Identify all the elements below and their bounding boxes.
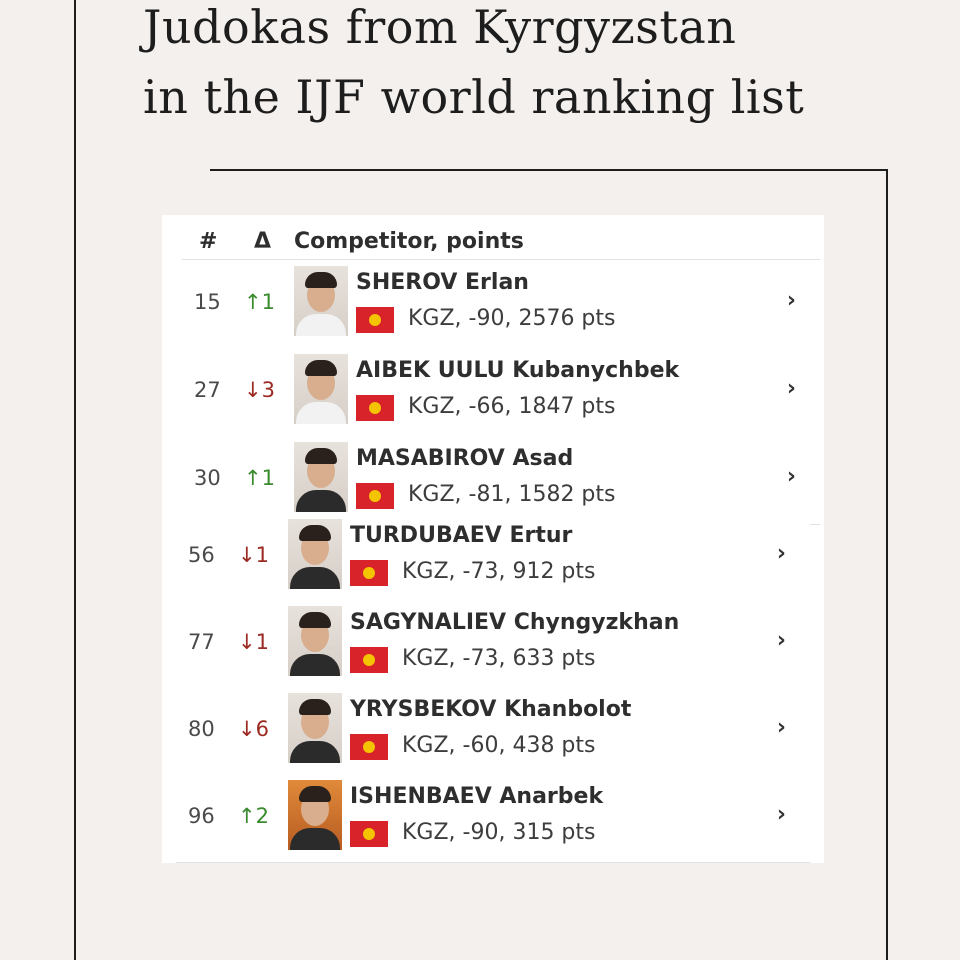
- table-row[interactable]: [182, 260, 820, 349]
- athlete-name[interactable]: MASABIROV Asad: [356, 446, 574, 471]
- table-row[interactable]: [176, 687, 810, 776]
- rank-value: 80: [188, 717, 215, 741]
- athlete-name[interactable]: AIBEK UULU Kubanychbek: [356, 358, 680, 383]
- athlete-info: KGZ, -73, 633 pts: [402, 646, 596, 671]
- rank-value: 77: [188, 630, 215, 654]
- frame-top-line: [210, 169, 888, 171]
- rank-change: ↓3: [244, 378, 275, 402]
- title-line-2: in the IJF world ranking list: [143, 70, 805, 124]
- athlete-photo: [294, 442, 348, 512]
- rank-value: 15: [194, 290, 221, 314]
- athlete-photo: [288, 693, 342, 763]
- athlete-info: KGZ, -90, 2576 pts: [408, 306, 616, 331]
- frame-left-line: [74, 0, 76, 960]
- kyrgyzstan-flag-icon: [350, 821, 388, 847]
- header-competitor: Competitor, points: [294, 229, 524, 254]
- athlete-info: KGZ, -60, 438 pts: [402, 733, 596, 758]
- athlete-name[interactable]: TURDUBAEV Ertur: [350, 523, 573, 548]
- kyrgyzstan-flag-icon: [350, 560, 388, 586]
- table-row[interactable]: [182, 348, 820, 437]
- chevron-right-icon[interactable]: ›: [786, 376, 796, 401]
- athlete-photo: [288, 519, 342, 589]
- rank-value: 30: [194, 466, 221, 490]
- table-row[interactable]: [176, 600, 810, 689]
- page-title: [143, 0, 804, 132]
- kyrgyzstan-flag-icon: [356, 307, 394, 333]
- athlete-name[interactable]: ISHENBAEV Anarbek: [350, 784, 604, 809]
- athlete-photo: [294, 354, 348, 424]
- frame-right-line: [886, 170, 888, 960]
- rank-value: 96: [188, 804, 215, 828]
- header-delta: Δ: [254, 229, 272, 254]
- table-header: [182, 227, 820, 260]
- athlete-info: KGZ, -90, 315 pts: [402, 820, 596, 845]
- chevron-right-icon[interactable]: ›: [786, 288, 796, 313]
- chevron-right-icon[interactable]: ›: [776, 541, 786, 566]
- chevron-right-icon[interactable]: ›: [776, 628, 786, 653]
- athlete-photo: [288, 780, 342, 850]
- ranking-table: [162, 215, 824, 863]
- athlete-name[interactable]: SAGYNALIEV Chyngyzkhan: [350, 610, 680, 635]
- chevron-right-icon[interactable]: ›: [776, 802, 786, 827]
- kyrgyzstan-flag-icon: [356, 483, 394, 509]
- athlete-name[interactable]: SHEROV Erlan: [356, 270, 529, 295]
- rank-change: ↑1: [244, 466, 275, 490]
- table-row[interactable]: [176, 513, 810, 602]
- table-row[interactable]: [182, 436, 820, 525]
- athlete-photo: [294, 266, 348, 336]
- athlete-name[interactable]: YRYSBEKOV Khanbolot: [350, 697, 632, 722]
- kyrgyzstan-flag-icon: [350, 734, 388, 760]
- title-line-1: Judokas from Kyrgyzstan: [143, 0, 737, 54]
- chevron-right-icon[interactable]: ›: [786, 464, 796, 489]
- athlete-info: KGZ, -66, 1847 pts: [408, 394, 616, 419]
- athlete-photo: [288, 606, 342, 676]
- kyrgyzstan-flag-icon: [350, 647, 388, 673]
- header-rank: #: [199, 229, 218, 254]
- rank-change: ↑1: [244, 290, 275, 314]
- athlete-info: KGZ, -81, 1582 pts: [408, 482, 616, 507]
- chevron-right-icon[interactable]: ›: [776, 715, 786, 740]
- rank-change: ↓1: [238, 543, 269, 567]
- kyrgyzstan-flag-icon: [356, 395, 394, 421]
- rank-change: ↑2: [238, 804, 269, 828]
- table-row[interactable]: [176, 774, 810, 863]
- rank-value: 56: [188, 543, 215, 567]
- athlete-info: KGZ, -73, 912 pts: [402, 559, 596, 584]
- rank-change: ↓1: [238, 630, 269, 654]
- rank-value: 27: [194, 378, 221, 402]
- rank-change: ↓6: [238, 717, 269, 741]
